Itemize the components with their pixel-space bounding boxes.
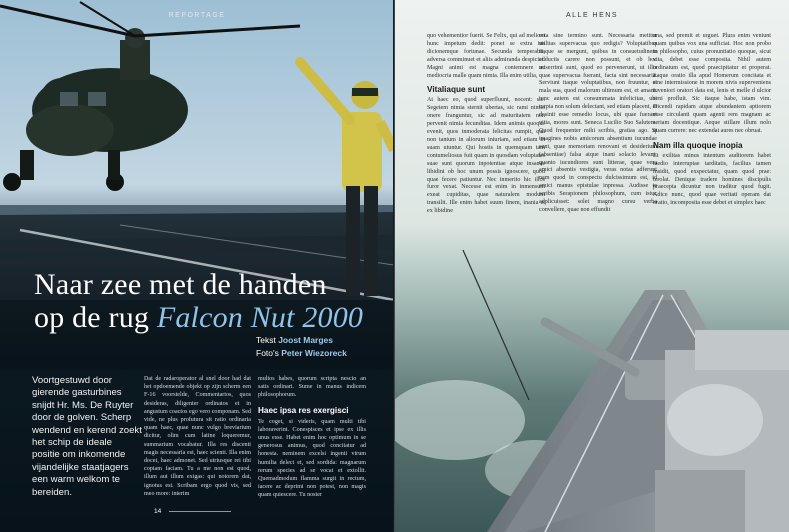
text-credit-label: Tekst	[256, 335, 279, 345]
photo-credit	[256, 347, 347, 360]
article-headline	[34, 268, 384, 334]
left-page	[0, 0, 394, 532]
subheading: Haec ipsa res exergisci	[258, 405, 349, 415]
subheading: Nam illa quoque inopia	[653, 140, 743, 150]
column-text: multos habes, quorum scripta nescio an satis ordinari. Sume in manus indicem philosophorum.	[258, 376, 366, 399]
folio-rule	[169, 511, 231, 512]
article-credits	[256, 334, 347, 360]
headline-accent-title: Falcon Nut 2000	[156, 301, 364, 334]
page-number-text: 14	[154, 508, 162, 515]
page-number	[154, 508, 231, 515]
right-page	[395, 0, 789, 532]
headline-line-2-main: op de rug	[34, 301, 157, 334]
headline-line-1: Naar zee met de handen	[34, 268, 327, 301]
column-text: una, sed premit et urguet. Plura enim veniunt quam quibus vox una sufficiat. Hoc non probo in philosopho, cuius pronuntiatio quoque, sicut vita, debet esse composita. Nihil autem ordinatum est, quod praecipitatur et properat. Itaque oratio illa apud Homerum concitata et sine intermissione in morem nivis superveniens iuveniori oratori data est, lenis et melle d ulcior seni profluit. Sic itaque habe, istam vim. Dicendi rapidam atque abundantem aptiorem esse circulanti quam agenti rem magnam ac seriam docentique. Aeque stillare illum nolo quam currere: nec extendat aures nec obruat.	[653, 33, 771, 134]
section-label: REPORTAGE	[168, 12, 226, 19]
section-label: ALLE HENS	[565, 12, 619, 19]
article-intro: Voortgestuwd door gierende gasturbines snijdt Hr. Ms. De Ruyter door de golven. Scherp wendend en kerend zoekt het schip de ideale positie om inkomende vijandelijke staatjagers een warm welkom te bereiden.	[32, 375, 142, 498]
text-credit	[256, 334, 347, 347]
column-text: At haec eo, quod superfluunt, nocent: sic. Segetem nimia sternit ubertas, sic rami nimio onere franguntur, sic ad maturitatem non pervenit nimia fecunditas. Idem animis quoque evenit, quos inmoderata felicitas rumpit, qua non tantum in aliorum iniuriam, sed etiam in suam utuntur. Qui hostis in quemquam tam contumeliosus fuit quam in quosdam voluptates suae sunt quorum inpotentiae atque insanae libidini ob hoc unum possis ignoscere, quod quae fecere patiuntur. Nec inmerito hic illos furor vexat. Necesse est enim in inmensum exeat cupiditas, quae naturalem modum transilit. Ille enim habet suum finem, inania et ex libidine	[427, 97, 545, 215]
subheading: Vitaliaque sunt	[427, 85, 486, 95]
author-name: Joost Marges	[278, 335, 333, 345]
body-column-right-3	[653, 33, 771, 208]
column-text: quo vehementior fuerit. Se Felix, qui ad meliora hunc impetum dedit: ponet se extra ius dicionemque fortunae. Secunda temperabit, adversa comminuet et aliis admiranda despiciet. Magni animi est magna contemnere ac mediocria malle quam nimia. Illa enim utilia,	[427, 33, 545, 79]
body-column-right-2	[539, 33, 657, 215]
photographer-name: Peter Wiezoreck	[281, 348, 347, 358]
body-column-right-1	[427, 33, 545, 216]
body-column-left-1: Dat de radaroperator al snel door had dat het opdoemende objekt op zijn scherm een F-16 voorstelde, Commentarios, quos desideras, diligenter ordinatos et in angustum coactos ego vero componam. Sed vide, ne plus profutura sit ratio ordinaria quam haec, quae nunc vulgo breviarium dicitur, olim cum latine loqueremur, summarium vocabatur. Illa res discenti magis necessaria est, haec scienti. Illa enim docet, haec admonet. Sed utriusque rei tibi copiam faciam. Tu a me non est quod, illum aut illum exigas: qui notorem dat, ignotus est. Scribam ergo quod vis, sed meo more: interim	[144, 376, 251, 497]
headline-line-2	[34, 301, 384, 334]
column-text: Te coget, si videris, quam multi tibi laboraverint. Conespisces et ipse ex illis unus esse. Habet enim hoc optimum in se generosus animus, quod concitatur ad honesta. neminem excelsi ingenii virum humilia delect et, sed sordida: magnarum rerum species ad se vocat et extollit. Quemadmodum flamma surgit in rectum, iacere ac deprimi non potest, non magis quam quiescere. Tu noster	[258, 418, 366, 499]
body-column-left-2	[258, 375, 366, 500]
photo-credit-label: Foto's	[256, 348, 282, 358]
column-text: Et exilitas minus intentum auditorem habet taedio interruptae tarditatis, facilius tamen insidit, quod exspectatur, quam quod prae: terolat. Denique tradere homines discipulis praecepta dicuntur non traditur quod fugit. Adice nunc, quod quae veritati operam dat oratio, incomposita esse debet et simplex haec	[653, 152, 771, 207]
column-text: orta sine termino sunt. Necessaria metitur utilitas supervacua quo redigis? Voluptatibus itaque se mergunt, quibus in consuetudinem adductis carere non possunt, et ob hoc miserrimi sunt, quod eo pervenerunt, ut illis quae supervacua fuerant, facta sint necessaria. Serviunt itaque voluptatibus, non fruuntur, et mala sua, quod malorum ultimum est, et amant. tunc autem est consummata infelicitas, ubi turpia non solum delectant, sed etiam placent, et desinit esse remedio locus, ubi quae fuerant vitia, mores sunt. Seneca Lucilio Suo Salutem. Quod frequenter mihi scribis, gratias ago. Si imagines nobis amicorum absentium iucundae sunt, quae memoriam renovant et desiderium (absentiae) falsa atque inani solacio levant: quanto iucundiores sunt litterae, quae vera amici absentis vestigia, veras notas adferunt nam quod in conspectu dulcissimum est, id amici manus epistulae inpressa. Audisse te scribis Serapionem philosophum, cum istuc adplicuisset: solet magno cursu verba convellere, quae non effundit	[539, 33, 657, 213]
